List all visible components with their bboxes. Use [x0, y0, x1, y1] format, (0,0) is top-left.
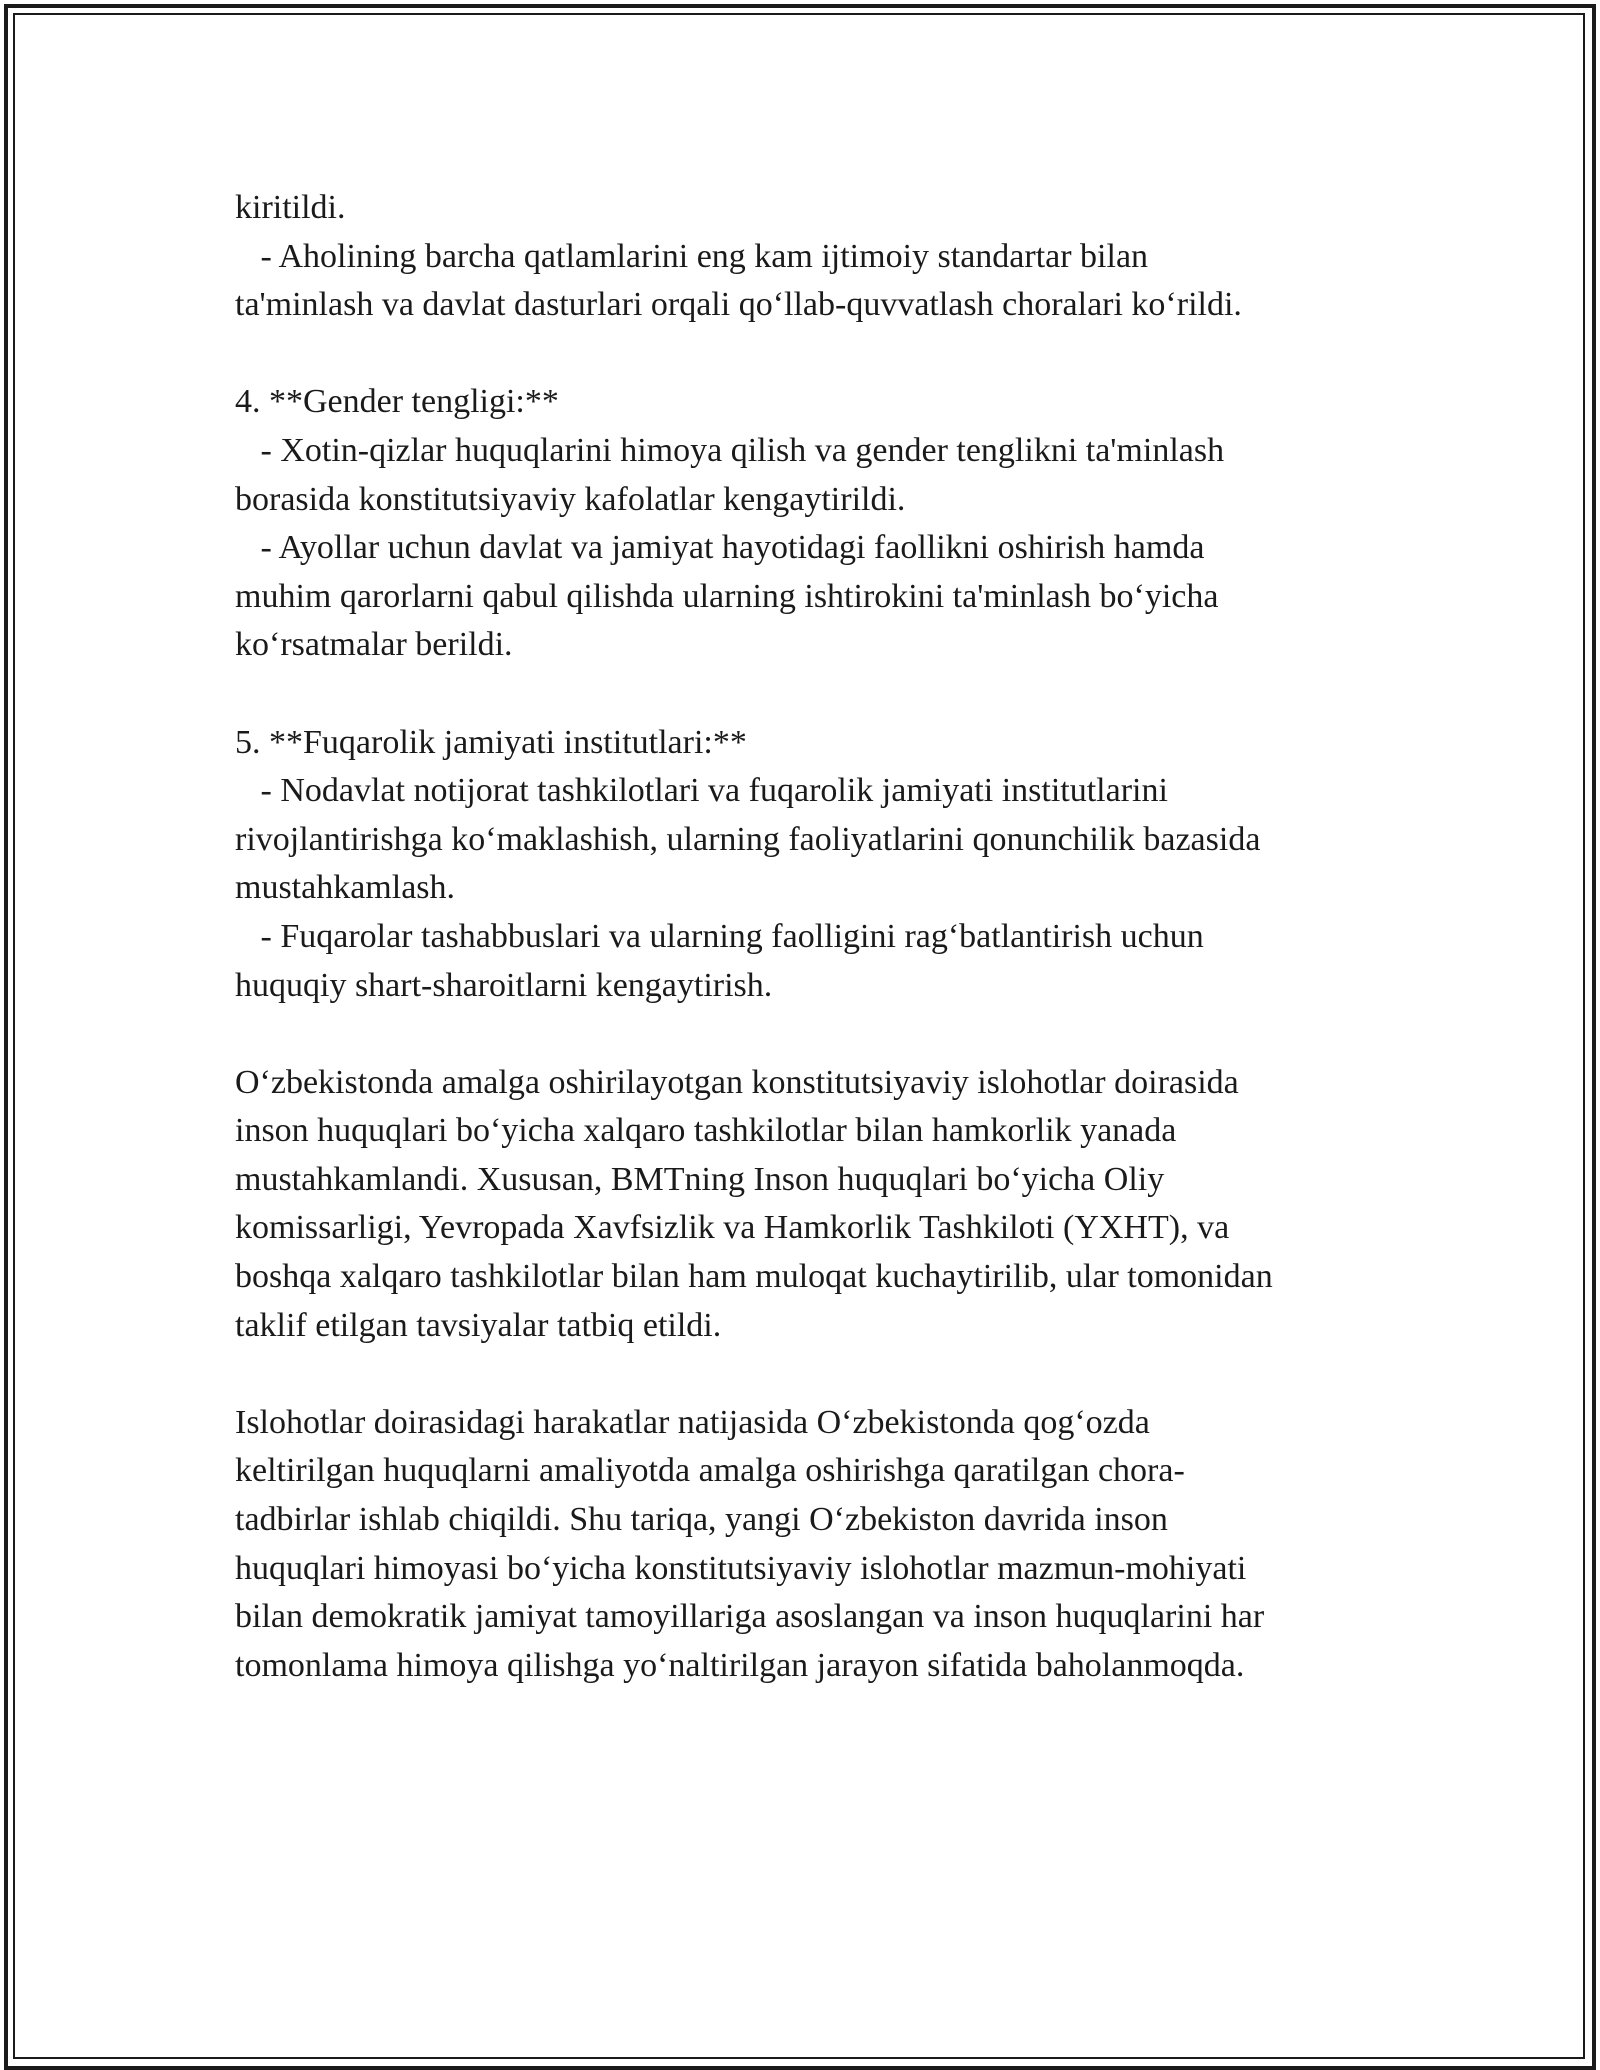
text-line: mustahkamlash.: [235, 869, 456, 907]
text-line: mustahkamlandi. Xususan, BMTning Inson huquqlari bo‘yicha Oliy: [235, 1160, 1165, 1198]
section-heading: 4. **Gender tengligi:**: [235, 383, 559, 421]
text-line: O‘zbekistonda amalga oshirilayotgan konstitutsiyaviy islohotlar doirasida: [235, 1063, 1239, 1101]
blank-line: [235, 330, 1385, 379]
text-line: huquqiy shart-sharoitlarni kengaytirish.: [235, 966, 773, 1004]
text-line: - Aholining barcha qatlamlarini eng kam ijtimoiy standartar bilan: [235, 237, 1149, 275]
text-line: Islohotlar doirasidagi harakatlar natijasida O‘zbekistonda qog‘ozda: [235, 1403, 1150, 1441]
blank-line: [235, 1350, 1385, 1399]
text-line: kiritildi.: [235, 189, 346, 226]
text-line: komissarligi, Yevropada Xavfsizlik va Hamkorlik Tashkiloti (YXHT), va: [235, 1209, 1230, 1247]
text-line: muhim qarorlarni qabul qilishda ularning ishtirokini ta'minlash bo‘yicha: [235, 577, 1219, 615]
text-line: - Nodavlat notijorat tashkilotlari va fuqarolik jamiyati institutlarini: [235, 772, 1168, 810]
text-line: ta'minlash va davlat dasturlari orqali qo‘llab-quvvatlash choralari ko‘rildi.: [235, 286, 1242, 324]
text-line: - Fuqarolar tashabbuslari va ularning faolligini rag‘batlantirish uchun: [235, 917, 1204, 955]
text-line: tomonlama himoya qilishga yo‘naltirilgan jarayon sifatida baholanmoqda.: [235, 1646, 1245, 1684]
text-line: ko‘rsatmalar berildi.: [235, 626, 513, 664]
document-body: [235, 184, 1385, 1690]
text-line: keltirilgan huquqlarni amaliyotda amalga oshirishga qaratilgan chora-: [235, 1452, 1185, 1490]
text-line: taklif etilgan tavsiyalar tatbiq etildi.: [235, 1306, 722, 1344]
text-line: - Xotin-qizlar huquqlarini himoya qilish va gender tenglikni ta'minlash: [235, 431, 1225, 469]
blank-line: [235, 1010, 1385, 1059]
text-line: borasida konstitutsiyaviy kafolatlar kengaytirildi.: [235, 480, 906, 518]
text-line: huquqlari himoyasi bo‘yicha konstitutsiyaviy islohotlar mazmun-mohiyati: [235, 1549, 1247, 1587]
text-line: boshqa xalqaro tashkilotlar bilan ham muloqat kuchaytirilib, ular tomonidan: [235, 1258, 1273, 1296]
text-line: - Ayollar uchun davlat va jamiyat hayotidagi faollikni oshirish hamda: [235, 529, 1205, 567]
text-line: rivojlantirishga ko‘maklashish, ularning faoliyatlarini qonunchilik bazasida: [235, 820, 1261, 858]
section-heading: 5. **Fuqarolik jamiyati institutlari:**: [235, 723, 747, 761]
text-line: tadbirlar ishlab chiqildi. Shu tariqa, yangi O‘zbekiston davrida inson: [235, 1501, 1168, 1539]
blank-line: [235, 670, 1385, 719]
text-line: bilan demokratik jamiyat tamoyillariga asoslangan va inson huquqlarini har: [235, 1598, 1265, 1636]
text-line: inson huquqlari bo‘yicha xalqaro tashkilotlar bilan hamkorlik yanada: [235, 1112, 1177, 1150]
